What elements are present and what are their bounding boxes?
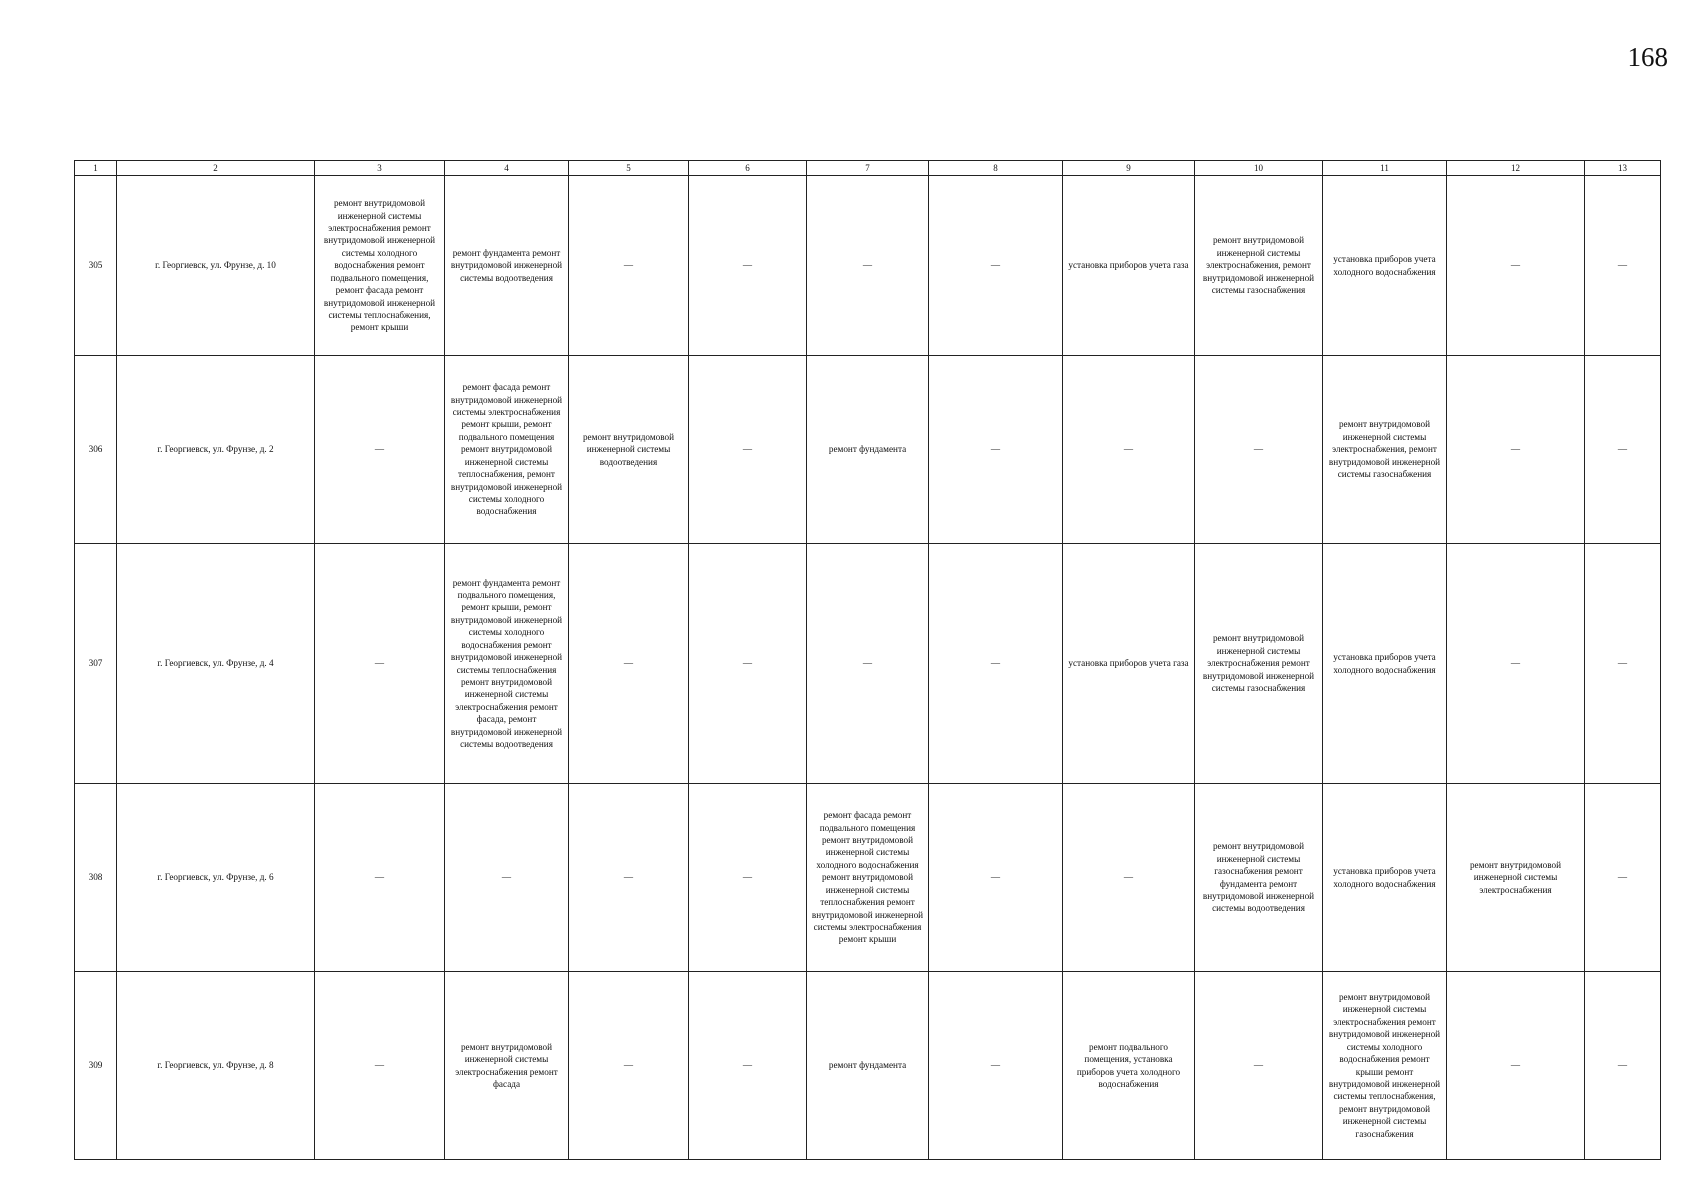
- work-cell-col-5: —: [569, 176, 689, 356]
- work-cell-col-6: —: [689, 544, 807, 784]
- work-cell-col-8: —: [929, 356, 1063, 544]
- work-cell-col-5: —: [569, 972, 689, 1160]
- table-row: [75, 176, 1661, 356]
- work-cell-col-7: ремонт фасада ремонт подвального помещения ремонт внутридомовой инженерной системы холодного водоснабжения ремонт внутридомовой инженерной системы теплоснабжения ремонт внутридомовой инженерной системы электроснабжения ремонт крыши: [807, 784, 929, 972]
- column-number-3: 3: [315, 161, 445, 176]
- work-cell-col-11: ремонт внутридомовой инженерной системы электроснабжения, ремонт внутридомовой инженерной системы газоснабжения: [1323, 356, 1447, 544]
- row-number: 306: [75, 356, 117, 544]
- work-cell-col-12: —: [1447, 972, 1585, 1160]
- table-row: [75, 972, 1661, 1160]
- work-cell-col-7: ремонт фундамента: [807, 972, 929, 1160]
- work-cell-col-5: ремонт внутридомовой инженерной системы водоотведения: [569, 356, 689, 544]
- work-cell-col-10: —: [1195, 972, 1323, 1160]
- row-number: 309: [75, 972, 117, 1160]
- table-body: [75, 161, 1661, 1160]
- column-number-13: 13: [1585, 161, 1661, 176]
- work-cell-col-6: —: [689, 972, 807, 1160]
- work-cell-col-6: —: [689, 176, 807, 356]
- work-cell-col-10: ремонт внутридомовой инженерной системы электроснабжения ремонт внутридомовой инженерной системы газоснабжения: [1195, 544, 1323, 784]
- row-number: 308: [75, 784, 117, 972]
- work-cell-col-4: ремонт внутридомовой инженерной системы электроснабжения ремонт фасада: [445, 972, 569, 1160]
- work-cell-col-5: —: [569, 544, 689, 784]
- address-cell: г. Георгиевск, ул. Фрунзе, д. 10: [117, 176, 315, 356]
- column-number-8: 8: [929, 161, 1063, 176]
- work-cell-col-6: —: [689, 356, 807, 544]
- column-number-12: 12: [1447, 161, 1585, 176]
- work-cell-col-8: —: [929, 972, 1063, 1160]
- work-cell-col-9: —: [1063, 356, 1195, 544]
- work-cell-col-7: ремонт фундамента: [807, 356, 929, 544]
- work-cell-col-4: ремонт фасада ремонт внутридомовой инженерной системы электроснабжения ремонт крыши, ремонт подвального помещения ремонт внутридомовой инженерной системы теплоснабжения, ремонт внутридомовой инженерной системы холодного водоснабжения: [445, 356, 569, 544]
- column-number-row: [75, 161, 1661, 176]
- work-cell-col-4: ремонт фундамента ремонт внутридомовой инженерной системы водоотведения: [445, 176, 569, 356]
- work-cell-col-13: —: [1585, 544, 1661, 784]
- row-number: 305: [75, 176, 117, 356]
- work-cell-col-8: —: [929, 784, 1063, 972]
- work-cell-col-4: —: [445, 784, 569, 972]
- work-cell-col-13: —: [1585, 356, 1661, 544]
- work-cell-col-9: установка приборов учета газа: [1063, 176, 1195, 356]
- work-cell-col-3: —: [315, 356, 445, 544]
- work-cell-col-9: установка приборов учета газа: [1063, 544, 1195, 784]
- page-number: 168: [1627, 42, 1668, 72]
- work-cell-col-9: ремонт подвального помещения, установка приборов учета холодного водоснабжения: [1063, 972, 1195, 1160]
- column-number-4: 4: [445, 161, 569, 176]
- work-cell-col-12: —: [1447, 544, 1585, 784]
- works-schedule-table: [74, 160, 1661, 1160]
- work-cell-col-9: —: [1063, 784, 1195, 972]
- work-cell-col-11: установка приборов учета холодного водоснабжения: [1323, 784, 1447, 972]
- work-cell-col-3: —: [315, 784, 445, 972]
- work-cell-col-3: —: [315, 972, 445, 1160]
- work-cell-col-5: —: [569, 784, 689, 972]
- work-cell-col-7: —: [807, 176, 929, 356]
- address-cell: г. Георгиевск, ул. Фрунзе, д. 8: [117, 972, 315, 1160]
- address-cell: г. Георгиевск, ул. Фрунзе, д. 6: [117, 784, 315, 972]
- work-cell-col-11: установка приборов учета холодного водоснабжения: [1323, 544, 1447, 784]
- work-cell-col-12: ремонт внутридомовой инженерной системы электроснабжения: [1447, 784, 1585, 972]
- column-number-1: 1: [75, 161, 117, 176]
- work-cell-col-7: —: [807, 544, 929, 784]
- work-cell-col-3: —: [315, 544, 445, 784]
- work-cell-col-8: —: [929, 544, 1063, 784]
- row-number: 307: [75, 544, 117, 784]
- address-cell: г. Георгиевск, ул. Фрунзе, д. 2: [117, 356, 315, 544]
- work-cell-col-12: —: [1447, 176, 1585, 356]
- work-cell-col-10: —: [1195, 356, 1323, 544]
- column-number-2: 2: [117, 161, 315, 176]
- table-row: [75, 784, 1661, 972]
- column-number-9: 9: [1063, 161, 1195, 176]
- column-number-5: 5: [569, 161, 689, 176]
- work-cell-col-6: —: [689, 784, 807, 972]
- work-cell-col-13: —: [1585, 176, 1661, 356]
- column-number-7: 7: [807, 161, 929, 176]
- work-cell-col-4: ремонт фундамента ремонт подвального помещения, ремонт крыши, ремонт внутридомовой инженерной системы холодного водоснабжения ремонт внутридомовой инженерной системы теплоснабжения ремонт внутридомовой инженерной системы электроснабжения ремонт фасада, ремонт внутридомовой инженерной системы водоотведения: [445, 544, 569, 784]
- work-cell-col-13: —: [1585, 972, 1661, 1160]
- table-row: [75, 356, 1661, 544]
- column-number-6: 6: [689, 161, 807, 176]
- work-cell-col-11: установка приборов учета холодного водоснабжения: [1323, 176, 1447, 356]
- column-number-10: 10: [1195, 161, 1323, 176]
- table-row: [75, 544, 1661, 784]
- work-cell-col-10: ремонт внутридомовой инженерной системы газоснабжения ремонт фундамента ремонт внутридомовой инженерной системы водоотведения: [1195, 784, 1323, 972]
- work-cell-col-3: ремонт внутридомовой инженерной системы электроснабжения ремонт внутридомовой инженерной системы холодного водоснабжения ремонт подвального помещения, ремонт фасада ремонт внутридомовой инженерной системы теплоснабжения, ремонт крыши: [315, 176, 445, 356]
- work-cell-col-12: —: [1447, 356, 1585, 544]
- address-cell: г. Георгиевск, ул. Фрунзе, д. 4: [117, 544, 315, 784]
- column-number-11: 11: [1323, 161, 1447, 176]
- work-cell-col-11: ремонт внутридомовой инженерной системы электроснабжения ремонт внутридомовой инженерной системы холодного водоснабжения ремонт крыши ремонт внутридомовой инженерной системы теплоснабжения, ремонт внутридомовой инженерной системы газоснабжения: [1323, 972, 1447, 1160]
- work-cell-col-10: ремонт внутридомовой инженерной системы электроснабжения, ремонт внутридомовой инженерной системы газоснабжения: [1195, 176, 1323, 356]
- work-cell-col-13: —: [1585, 784, 1661, 972]
- work-cell-col-8: —: [929, 176, 1063, 356]
